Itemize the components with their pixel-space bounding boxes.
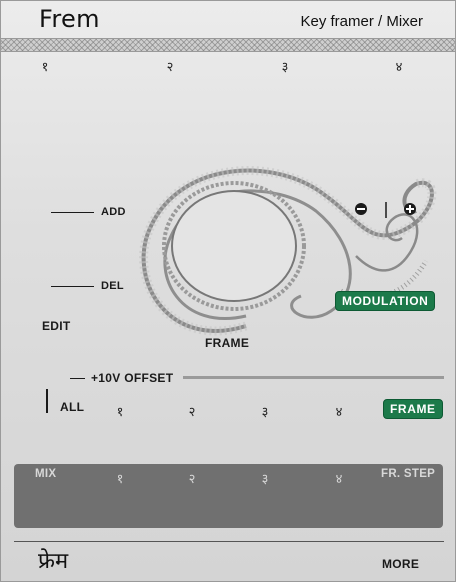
decorative-band (1, 38, 456, 52)
modulation-badge[interactable]: MODULATION (335, 291, 435, 311)
edit-label: EDIT (42, 319, 71, 333)
all-label: ALL (60, 400, 85, 414)
offset-bar (183, 376, 444, 379)
mix-label: MIX (35, 468, 57, 480)
module-subtitle: Key framer / Mixer (300, 13, 423, 30)
offset-label: +10V OFFSET (91, 371, 174, 385)
mix-channel-1: १ (116, 472, 124, 487)
offset-channel-1: १ (116, 405, 124, 420)
mix-channel-3: ३ (261, 472, 269, 487)
more-button[interactable]: MORE (382, 557, 420, 571)
all-cursor-bar (46, 389, 48, 413)
offset-channel-4: ४ (335, 405, 343, 420)
offset-line-left (70, 378, 85, 379)
mix-channel-4: ४ (335, 472, 343, 487)
paisley-hole (172, 191, 296, 301)
modulation-knob-indicators (352, 200, 422, 222)
brand-logo: फ्रेम (38, 549, 69, 574)
top-channel-2: २ (166, 60, 174, 75)
top-channel-4: ४ (395, 60, 403, 75)
top-channel-1: १ (41, 60, 49, 75)
module-title: Frem (39, 5, 100, 33)
footer-divider (14, 541, 444, 542)
add-button[interactable]: ADD (101, 206, 126, 218)
frame-step-label: FR. STEP (381, 468, 436, 480)
frame-badge[interactable]: FRAME (383, 399, 443, 419)
paisley-artwork (126, 156, 441, 356)
del-line (51, 286, 94, 287)
paisley-spiral (356, 214, 417, 270)
mix-panel (14, 464, 443, 528)
top-channel-3: ३ (281, 60, 289, 75)
offset-channel-3: ३ (261, 405, 269, 420)
mix-channel-2: २ (188, 472, 196, 487)
add-line (51, 212, 94, 213)
offset-channel-2: २ (188, 405, 196, 420)
frame-label: FRAME (205, 336, 250, 350)
del-button[interactable]: DEL (101, 280, 124, 292)
